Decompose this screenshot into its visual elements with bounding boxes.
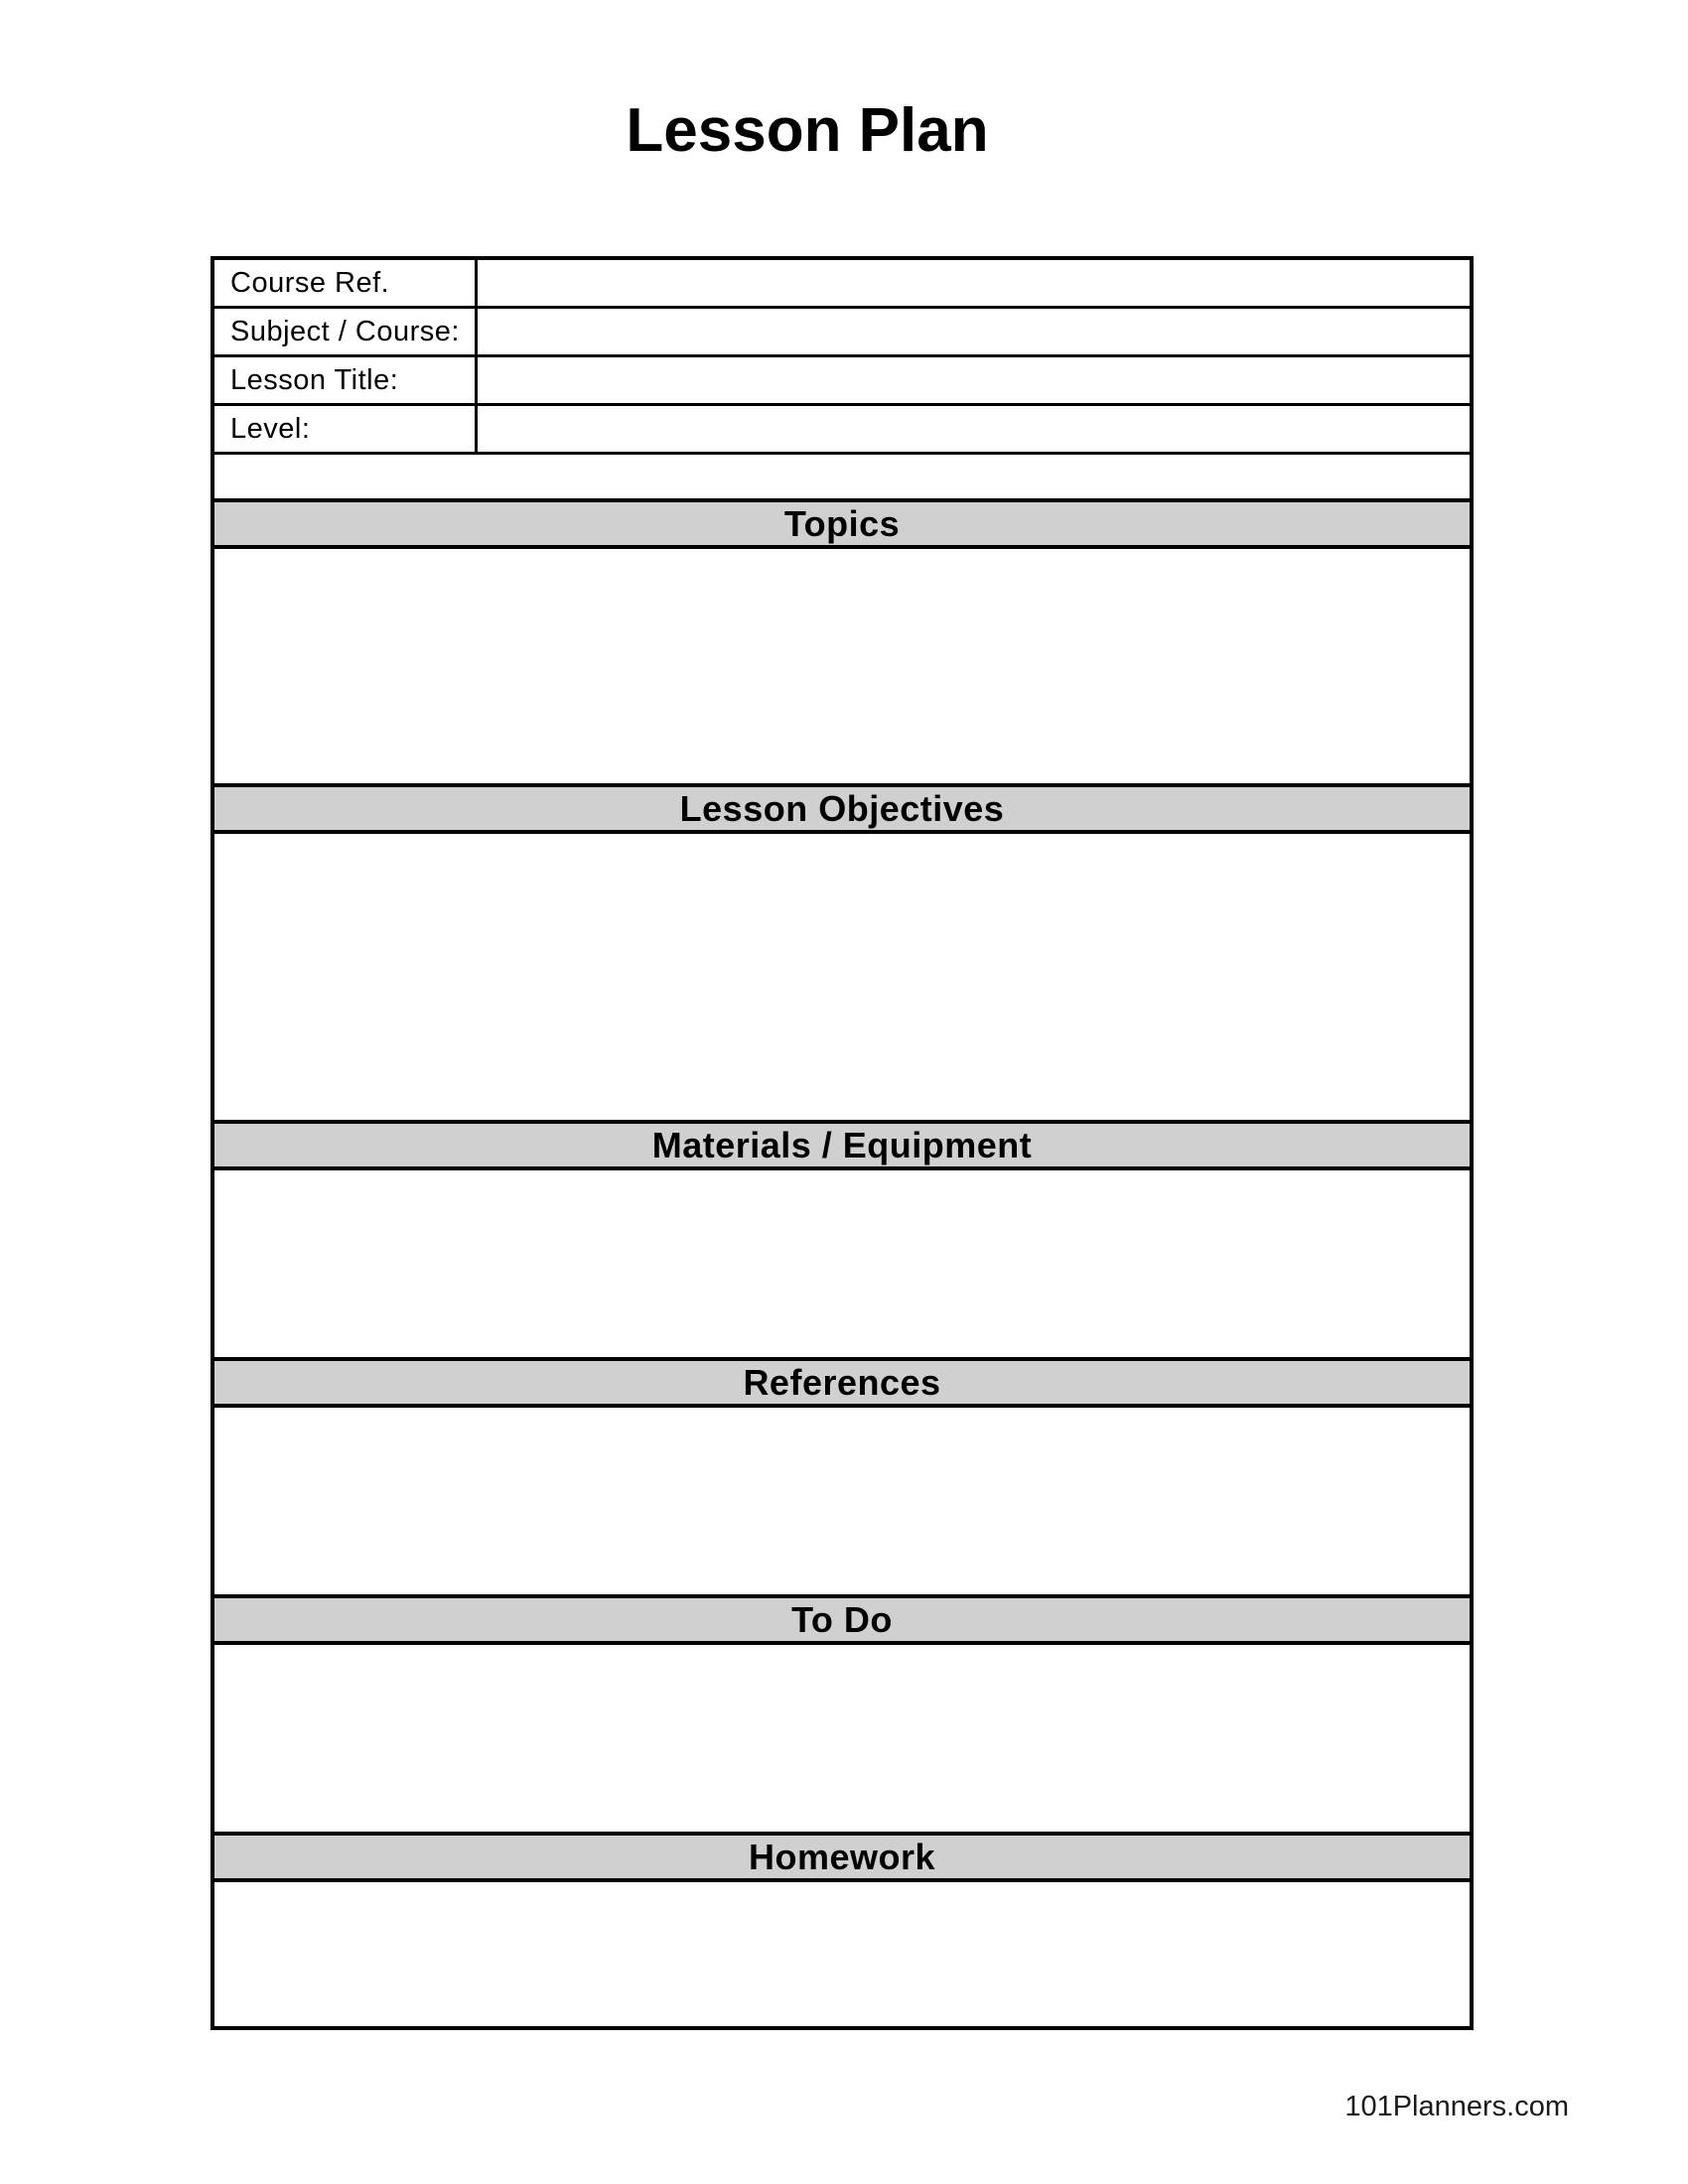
course-ref-field[interactable]	[478, 260, 1470, 306]
subject-course-field[interactable]	[478, 309, 1470, 354]
to-do-content-area[interactable]	[214, 1645, 1470, 1836]
info-table	[214, 260, 1470, 502]
lesson-title-label: Lesson Title:	[214, 357, 478, 403]
topics-heading: Topics	[783, 502, 901, 544]
materials-equipment-heading: Materials / Equipment	[651, 1124, 1033, 1165]
section-header-to-do	[214, 1598, 1470, 1645]
lesson-title-field[interactable]	[478, 357, 1470, 403]
info-row-lesson-title	[214, 357, 1470, 406]
references-heading: References	[743, 1361, 941, 1403]
lesson-objectives-heading: Lesson Objectives	[679, 787, 1005, 829]
footer-brand: 101Planners.com	[1344, 2091, 1569, 2122]
section-header-lesson-objectives	[214, 787, 1470, 834]
topics-content-area[interactable]	[214, 549, 1470, 787]
lesson-plan-form	[211, 256, 1474, 2030]
section-header-homework	[214, 1836, 1470, 1882]
info-row-subject-course	[214, 309, 1470, 357]
homework-heading: Homework	[748, 1836, 936, 1877]
level-label: Level:	[214, 406, 478, 452]
materials-equipment-content-area[interactable]	[214, 1170, 1470, 1361]
subject-course-label: Subject / Course:	[214, 309, 478, 354]
info-row-course-ref	[214, 260, 1470, 309]
course-ref-label: Course Ref.	[214, 260, 478, 306]
references-content-area[interactable]	[214, 1408, 1470, 1598]
info-row-level	[214, 406, 1470, 455]
section-header-topics	[214, 502, 1470, 549]
to-do-heading: To Do	[791, 1598, 893, 1640]
section-header-references	[214, 1361, 1470, 1408]
homework-content-area[interactable]	[214, 1882, 1470, 2026]
section-header-materials-equipment	[214, 1124, 1470, 1170]
lesson-objectives-content-area[interactable]	[214, 834, 1470, 1124]
level-field[interactable]	[478, 406, 1470, 452]
page-title: Lesson Plan	[626, 96, 989, 165]
spacer-row	[214, 455, 1470, 502]
